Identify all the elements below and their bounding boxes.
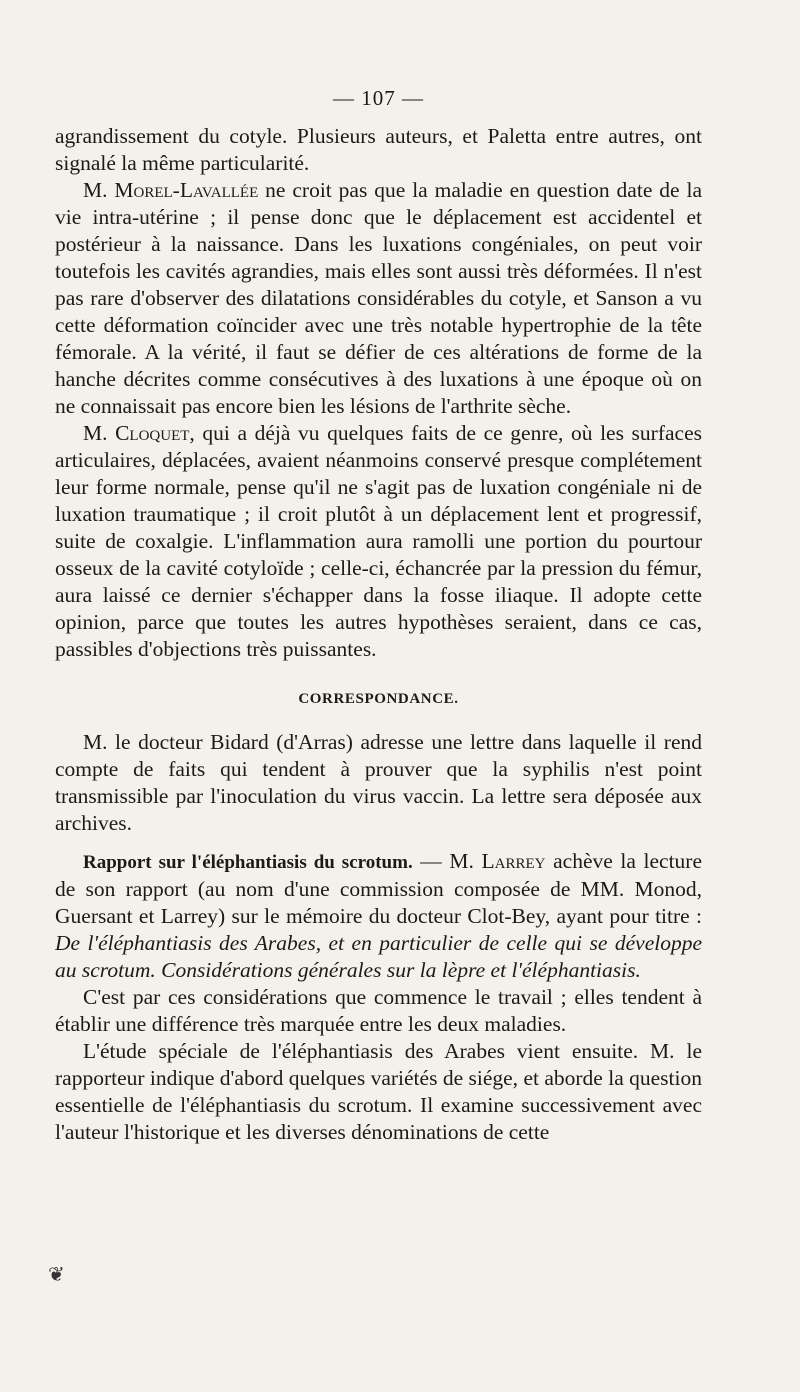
paragraph-3-text: qui a déjà vu quelques faits de ce genre, où les surfaces articulaires, déplacées, avaient néanmoins conservé presque complétement leur forme normale, pense qu'il ne s'agit pas de luxation congéniale ni de luxation traumatique ; il croit plutôt à un déplacement lent et progressif, suite de coxalgie. L'inflammation aura ramolli une portion du pourtour osseux de la cavité cotyloïde ; celle-ci, échancrée par la pression du fémur, aura laissé ce dernier s'échapper dans la fosse iliaque. Il adopte cette opinion, parce que toutes les autres hypothèses seraient, dans ce cas, passibles d'objections très puissantes. bbox=[55, 421, 702, 661]
page-number: — 107 — bbox=[333, 86, 424, 110]
paragraph-2 bbox=[55, 177, 702, 420]
speaker-name: M. Morel-Lavallée bbox=[83, 178, 259, 202]
speaker-name: M. Cloquet, bbox=[83, 421, 195, 445]
memoir-title: De l'éléphantiasis des Arabes, et en particulier de celle qui se développe au scrotum. Considérations générales sur la lèpre et l'éléphantiasis. bbox=[55, 931, 702, 982]
paragraph-5 bbox=[55, 848, 702, 984]
paragraph-6: C'est par ces considérations que commence le travail ; elles tendent à établir une différence très marquée entre les deux maladies. bbox=[55, 985, 702, 1036]
paragraph-1: agrandissement du cotyle. Plusieurs auteurs, et Paletta entre autres, ont signalé la même particularité. bbox=[55, 124, 702, 175]
section-heading: CORRESPONDANCE. bbox=[298, 691, 459, 707]
paragraph-7: L'étude spéciale de l'éléphantiasis des Arabes vient ensuite. M. le rapporteur indique d'abord quelques variétés de siége, et aborde la question essentielle de l'éléphantiasis du scrotum. Il examine successivement avec l'auteur l'historique et les diverses dénominations de cette bbox=[55, 1039, 702, 1144]
dash: — M. bbox=[412, 849, 482, 873]
paragraph-5-text: achève la lecture de son rapport (au nom d'une commission composée de MM. Monod, Guersant et Larrey) sur le mémoire du docteur Clot-Bey, ayant pour titre : bbox=[55, 849, 703, 928]
speaker-name: Larrey bbox=[481, 849, 546, 873]
paragraph-2-text: ne croit pas que la maladie en question date de la vie intra-utérine ; il pense donc que le déplacement est accidentel et postérieur à la naissance. Dans les luxations congéniales, on peut voir toutefois les cavités agrandies, mais elles sont aussi très déformées. Il n'est pas rare d'observer des dilatations considérables du cotyle, et Sanson a vu cette déformation coïncider avec une très notable hypertrophie de la tête fémorale. A la vérité, il faut se défier de ces altérations de forme de la hanche décrites comme consécutives à des luxations à une époque où on ne connaissait pas encore bien les lésions de l'arthrite sèche. bbox=[55, 178, 702, 418]
paragraph-3 bbox=[55, 420, 702, 663]
printer-mark-icon: ❦ bbox=[48, 1264, 65, 1286]
paragraph-4: M. le docteur Bidard (d'Arras) adresse une lettre dans laquelle il rend compte de faits qui tendent à prouver que la syphilis n'est point transmissible par l'inoculation du virus vaccin. La lettre sera déposée aux archives. bbox=[55, 730, 702, 835]
rapport-title: Rapport sur l'éléphantiasis du scrotum. bbox=[83, 852, 413, 873]
